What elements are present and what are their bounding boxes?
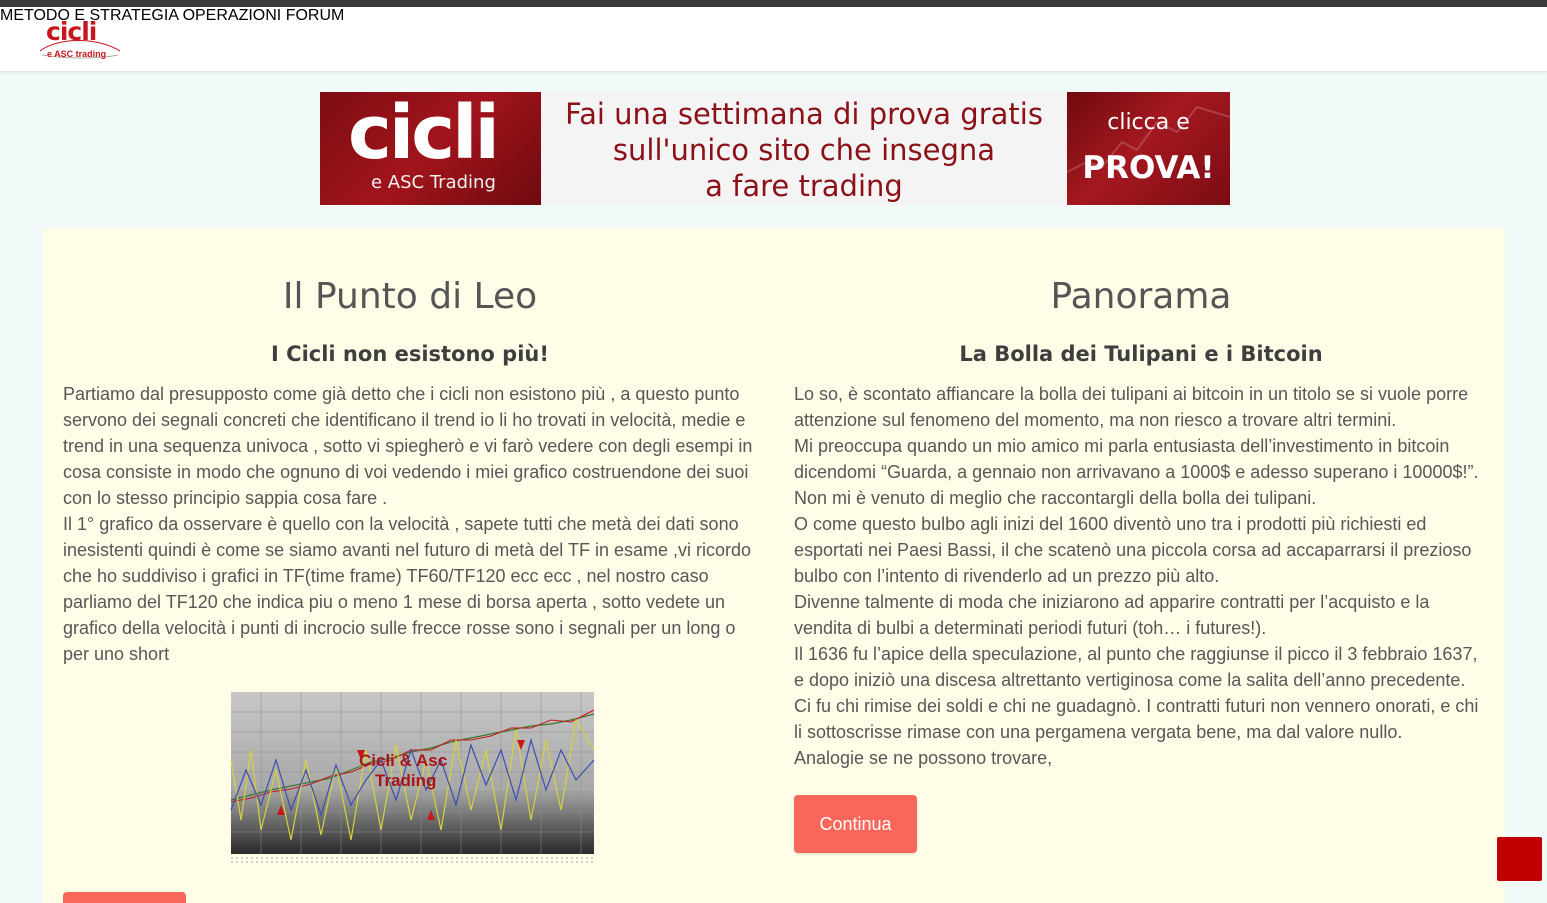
banner-line: Fai una settimana di prova gratis: [565, 97, 1043, 131]
section-title: Il Punto di Leo: [282, 276, 538, 317]
article-excerpt: [794, 381, 1488, 771]
banner-message: [541, 92, 1067, 205]
site-header: [0, 7, 1547, 72]
paragraph: Ci fu chi rimise dei soldi e chi ne guadagnò. I contratti futuri non vennero onorati, e chi li sottoscrisse rimase con una pergamena vergata bene, ma dal valore nullo.: [794, 696, 1479, 742]
paragraph: Mi preoccupa quando un mio amico mi parla entusiasta dell’investimento in bitcoin dicendomi “Guarda, a gennaio non arrivavano a 1000$ e adesso superano i 10000$!”.: [794, 436, 1479, 482]
banner-logo-subtext: e ASC Trading: [371, 172, 496, 193]
banner-cta-top: clicca e: [1107, 110, 1190, 135]
banner-line: a fare trading: [705, 169, 903, 203]
section-title: Panorama: [1050, 276, 1232, 317]
banner-logo-block: [320, 92, 541, 205]
banner-cta-bottom: PROVA!: [1082, 150, 1215, 186]
paragraph: Divenne talmente di moda che iniziarono ad apparire contratti per l’acquisto e la vendita di bulbi a determinati periodi futuri (toh… i futures!).: [794, 592, 1430, 638]
article-title[interactable]: I Cicli non esistono più!: [271, 342, 549, 366]
nav-operazioni[interactable]: OPERAZIONI: [182, 7, 282, 24]
article-excerpt: [63, 381, 757, 667]
paragraph: Analogie se ne possono trovare,: [794, 748, 1053, 768]
paragraph: Partiamo dal presupposto come già detto che i cicli non esistono più , a questo punto servono dei segnali concreti che identificano il trend io li ho trovati in velocità, medie e trend in una sequenza univoca , sotto vi spiegherò e vi farò vedere con degli esempi in cosa consiste in modo che ognuno di voi vedendo i miei grafico costruendone dei suoi con lo stesso principio sappia cosa fare .: [63, 384, 753, 508]
paragraph: Il 1° grafico da osservare è quello con la velocità , sapete tutti che metà dei dati sono inesistenti quindi è come se siamo avanti nel futuro di metà del TF in esame ,vi ricordo che ho suddiviso i grafici in TF(time frame) TF60/TF120 ecc ecc , nel nostro caso parliamo del TF120 che indica piu o meno 1 mese di borsa aperta , sotto vedete un grafico della velocità i punti di incrocio sulle frecce rosse sono i segnali per un long o per uno short: [63, 514, 751, 664]
banner-logo-text: cicli: [348, 92, 497, 176]
nav-forum[interactable]: FORUM: [285, 7, 345, 24]
velocity-chart-image: [221, 690, 597, 868]
banner-line: sull'unico sito che insegna: [612, 133, 996, 167]
nav-metodo-strategia[interactable]: METODO E STRATEGIA: [0, 7, 179, 24]
banner-chart-decoration-icon: [1067, 92, 1230, 205]
banner-cta[interactable]: [1067, 92, 1230, 205]
paragraph: O come questo bulbo agli inizi del 1600 diventò uno tra i prodotti più richiesti ed esportati nei Paesi Bassi, il che scatenò una piccola corsa ad accaparrarsi il prezioso bulbo con l’intento di rivenderlo ad un prezzo più alto.: [794, 514, 1472, 586]
chart-watermark-line1: Cicli & Asc: [359, 751, 448, 770]
paragraph: Non mi è venuto di meglio che raccontargli della bolla dei tulipani.: [794, 488, 1317, 508]
scroll-to-top-button[interactable]: [1497, 837, 1542, 881]
content-panel: [43, 228, 1505, 903]
continua-button-left[interactable]: [63, 892, 186, 903]
paragraph: Lo so, è scontato affiancare la bolla dei tulipani ai bitcoin in un titolo se si vuole porre attenzione sul fenomeno del momento, ma non riesco a trovare altri termini.: [794, 384, 1469, 430]
velocity-chart-graphic: [221, 690, 597, 868]
browser-top-strip: [0, 0, 1547, 7]
article-title[interactable]: La Bolla dei Tulipani e i Bitcoin: [959, 342, 1323, 366]
site-logo[interactable]: [38, 17, 122, 63]
logo-text: cicli: [46, 17, 97, 46]
promo-banner[interactable]: [320, 92, 1230, 205]
continua-button[interactable]: Continua: [794, 795, 917, 853]
paragraph: Il 1636 fu l’apice della speculazione, al punto che raggiunse il picco il 3 febbraio 1637, e dopo iniziò una discesa altrettanto vertiginosa come la salita dell’anno precedente.: [794, 644, 1478, 690]
logo-subtext: e ASC trading: [47, 49, 107, 59]
chart-watermark-line2: Trading: [375, 771, 437, 790]
